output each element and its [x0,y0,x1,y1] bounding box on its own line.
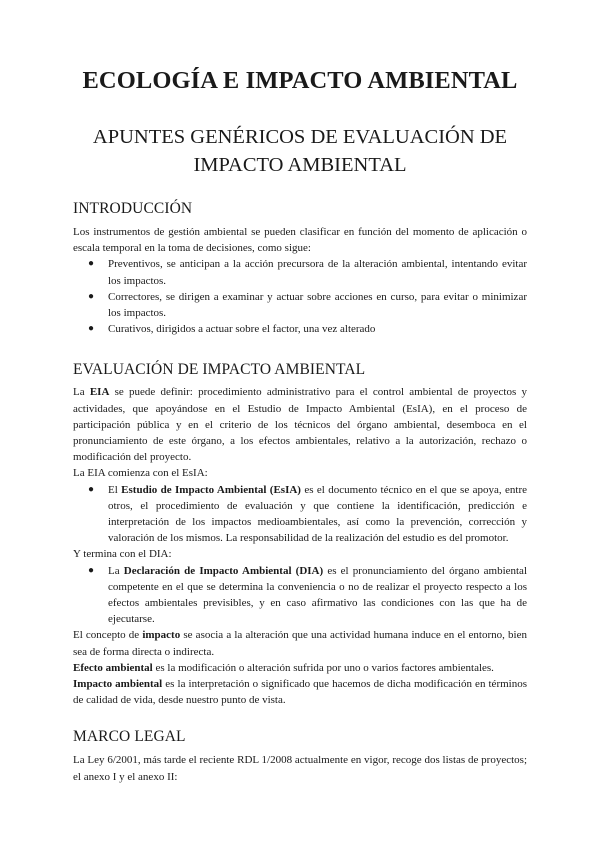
impacto-ambiental-paragraph: Impacto ambiental es la interpretación o significado que hacemos de dicha modificación en términos de calidad de vida, desde nuestro punto de vista. [73,678,527,707]
bullet-icon: ● [88,564,95,576]
term-efecto-ambiental: Efecto ambiental [73,661,153,674]
bullet-icon: ● [88,323,95,335]
section-heading-introduccion: INTRODUCCIÓN [73,200,193,217]
section-evaluacion [73,361,527,708]
bullet-icon: ● [88,290,95,302]
term-esia: Estudio de Impacto Ambiental (EsIA) [121,483,301,496]
list-item-text: Correctores, se dirigen a examinar y actuar sobre acciones en curso, para evitar o minimizar los impactos. [108,290,527,320]
efecto-ambiental-paragraph: Efecto ambiental es la modificación o alteración sufrida por uno o varios factores ambientales. [73,661,494,674]
section-introduccion [73,200,527,337]
list-item-text: Curativos, dirigidos a actuar sobre el factor, una vez alterado [108,323,376,336]
eia-ends-paragraph: Y termina con el DIA: [73,548,172,561]
bullet-icon: ● [88,483,95,495]
eia-starts-paragraph: La EIA comienza con el EsIA: [73,467,208,480]
intro-list [73,256,527,337]
dia-list [73,563,527,628]
subtitle-line-2: IMPACTO AMBIENTAL [193,154,407,176]
impacto-paragraph: El concepto de impacto se asocia a la alteración que una actividad humana induce en el entorno, bien sea de forma directa o indirecta. [73,629,527,658]
document-title: ECOLOGÍA E IMPACTO AMBIENTAL [82,67,518,94]
term-dia: Declaración de Impacto Ambiental (DIA) [123,564,324,577]
term-eia: EIA [89,386,110,399]
section-marco-legal [73,728,527,784]
section-heading-marco-legal: MARCO LEGAL [73,728,186,746]
legal-paragraph: La Ley 6/2001, más tarde el reciente RDL 1/2008 actualmente en vigor, recoge dos listas de proyectos; el anexo I y el anexo II: [73,754,527,783]
list-item: ● El Estudio de Impacto Ambiental (EsIA) es el documento técnico en el que se apoya, entre otros, el procedimiento de evaluación y que contiene la identificación, predicción e interpretación de los impactos medioambientales, así como la prevención, corrección y valoración de los mismos. La responsabilidad de la realización del estudio es del promotor. [88,483,527,545]
subtitle-line-1: APUNTES GENÉRICOS DE EVALUACIÓN DE [92,126,508,148]
section-heading-evaluacion: EVALUACIÓN DE IMPACTO AMBIENTAL [73,361,366,379]
list-item: ● La Declaración de Impacto Ambiental (DIA) es el pronunciamiento del órgano ambiental competente en el que se determina la conveniencia o no de realizar el proyecto respecto a los efectos ambientales previsibles, y en caso afirmativo las condiciones con las que ha de ejecutarse. [88,564,527,626]
document-subtitle [73,123,527,179]
term-impacto-ambiental: Impacto ambiental [73,678,163,691]
list-item-text: Preventivos, se anticipan a la acción precursora de la alteración ambiental, intentando evitar los impactos. [108,258,527,287]
list-item [88,289,527,321]
list-item [88,321,527,337]
bullet-icon: ● [88,258,95,270]
esia-list [73,482,527,547]
list-item [88,256,527,288]
eia-definition-paragraph: La EIA se puede definir: procedimiento administrativo para el control ambiental de proyectos y actividades, que apoyándose en el Estudio de Impacto Ambiental (EsIA), en el proceso de participación pública y en el criterio de los técnicos del órgano ambiental, desemboca en el pronunciamiento de este órgano, a los efectos ambientales, relativo a la autorización, rechazo o modificación del proyecto. [73,386,527,464]
intro-paragraph: Los instrumentos de gestión ambiental se pueden clasificar en función del momento de aplicación o escala temporal en la toma de decisiones, como sigue: [73,226,527,255]
term-impacto: impacto [142,629,181,642]
